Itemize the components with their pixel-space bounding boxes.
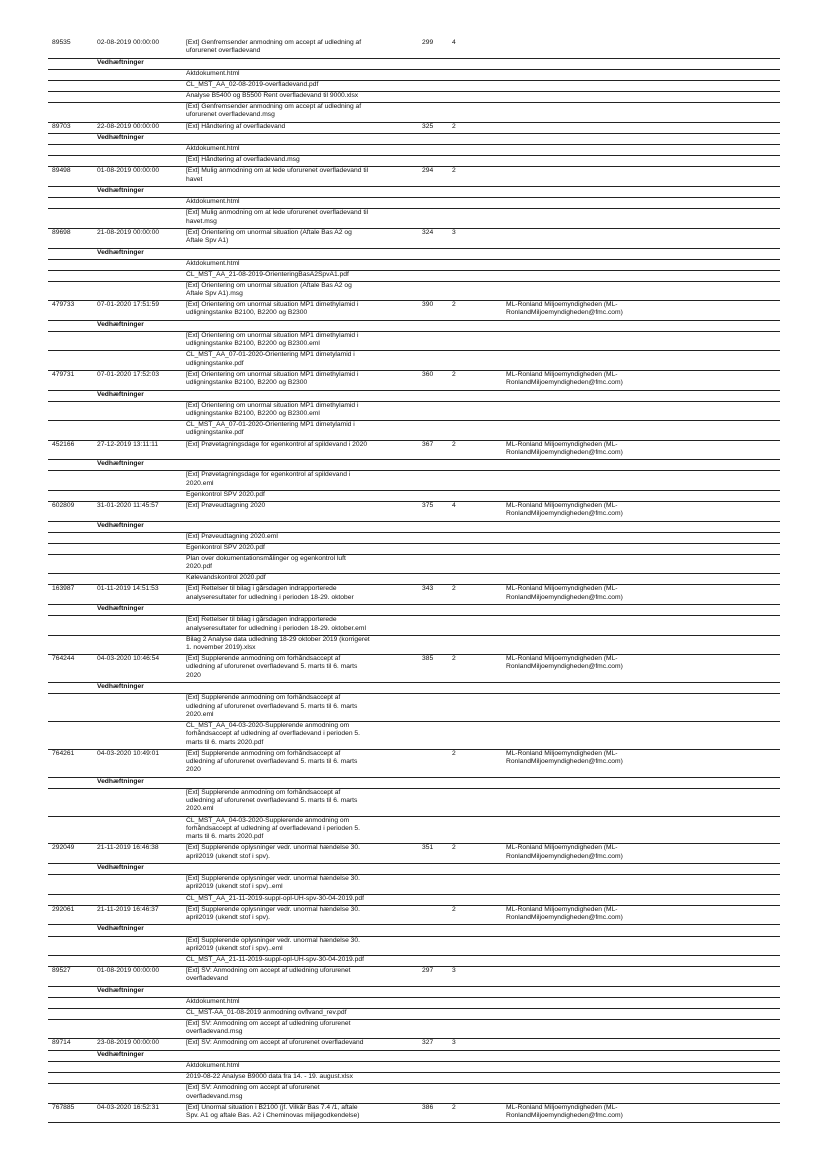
record-page-number: 299 bbox=[422, 39, 434, 46]
attachment-row bbox=[48, 402, 780, 421]
attachment-filename: CL_MST_AA_07-01-2020-Orientering MP1 dimetylamid i udligningstanke.pdf bbox=[186, 421, 355, 437]
record-title: [Ext] Orientering om unormal situation MP1 dimethylamid i udligningstanke B2100, B2200 og B2300 bbox=[186, 370, 359, 387]
record-id: 163987 bbox=[52, 585, 75, 593]
attachments-header-row bbox=[48, 605, 780, 616]
attachment-row bbox=[48, 1073, 780, 1084]
record-title: [Ext] Orientering om unormal situation (Aftale Bas A2 og Aftale Spv A1) bbox=[186, 228, 352, 245]
attachment-filename: [Ext] Mulig anmodning om at lede uforurenet overfladevand til havet.msg bbox=[186, 209, 369, 225]
record-sender: ML-Ronland Miljoemyndigheden (ML- RonlandMiljoemyndigheden@fmc.com) bbox=[506, 749, 623, 765]
record-row bbox=[48, 229, 780, 249]
record-title: [Ext] Supplerende oplysninger vedr. unormal hændelse 30. april2019 (ukendt stof i spv). bbox=[186, 905, 360, 921]
record-row bbox=[48, 502, 780, 522]
attachments-label: Vedhæftninger bbox=[97, 925, 144, 933]
attachments-label: Vedhæftninger bbox=[97, 777, 144, 785]
attachment-row bbox=[48, 260, 780, 271]
attachment-filename: Aktdokument.html bbox=[186, 1062, 240, 1070]
record-date: 01-08-2019 00:00:00 bbox=[97, 167, 160, 175]
record-document-count: 4 bbox=[452, 501, 456, 509]
attachment-filename: Kølevandskontrol 2020.pdf bbox=[186, 574, 266, 582]
record-date: 23-08-2019 00:00:00 bbox=[97, 1039, 160, 1047]
attachment-filename: [Ext] Prøveudtagning 2020.eml bbox=[186, 532, 278, 540]
attachment-row bbox=[48, 875, 780, 894]
record-row bbox=[48, 906, 780, 926]
record-date: 02-08-2019 00:00:00 bbox=[97, 39, 160, 46]
document-page bbox=[48, 39, 780, 1123]
attachments-label: Vedhæftninger bbox=[97, 864, 144, 872]
attachments-label: Vedhæftninger bbox=[97, 986, 144, 994]
record-title: [Ext] Supplerende oplysninger vedr. unormal hændelse 30. april2019 (ukendt stof i spv). bbox=[186, 844, 360, 860]
record-page-number: 367 bbox=[422, 440, 434, 448]
record-document-count: 3 bbox=[452, 967, 456, 975]
attachments-header-row bbox=[48, 134, 780, 145]
attachment-row bbox=[48, 937, 780, 956]
record-row bbox=[48, 441, 780, 461]
record-row bbox=[48, 844, 780, 864]
record-id: 89535 bbox=[52, 39, 71, 46]
attachment-row bbox=[48, 616, 780, 635]
attachment-filename: [Ext] Rettelser til bilag i gårsdagen indrapporterede analyseresultater for udledning i perioden 18-29. oktober.eml bbox=[186, 616, 366, 632]
record-page-number: 325 bbox=[422, 122, 434, 130]
record-id: 292049 bbox=[52, 844, 75, 852]
attachment-row bbox=[48, 156, 780, 167]
attachment-filename: CL_MST_AA_21-11-2019-suppl-opl-UH-spv-30-04-2019.pdf bbox=[186, 894, 364, 902]
record-row bbox=[48, 1039, 780, 1051]
record-date: 04-03-2020 16:52:31 bbox=[97, 1103, 160, 1111]
record-document-count: 2 bbox=[452, 301, 456, 309]
record-document-count: 2 bbox=[452, 440, 456, 448]
record-row bbox=[48, 585, 780, 605]
attachment-filename: CL_MST_AA_21-08-2019-OrienteringBasA2SpvA1.pdf bbox=[186, 270, 349, 278]
record-id: 89698 bbox=[52, 228, 71, 236]
record-id: 89703 bbox=[52, 122, 71, 130]
attachment-filename: [Ext] Genfremsender anmodning om accept af udledning af uforurenet overfladevand.msg bbox=[186, 103, 362, 119]
record-row bbox=[48, 750, 780, 778]
attachment-filename: CL_MST_AA_07-01-2020-Orientering MP1 dimetylamid i udligningstanke.pdf bbox=[186, 351, 355, 367]
record-row bbox=[48, 1104, 780, 1124]
record-date: 01-11-2019 14:51:53 bbox=[97, 585, 159, 593]
attachments-header-row bbox=[48, 391, 780, 402]
attachment-row bbox=[48, 574, 780, 585]
record-row bbox=[48, 371, 780, 391]
record-date: 27-12-2019 13:11:11 bbox=[97, 440, 159, 448]
attachment-filename: [Ext] Orientering om unormal situation MP1 dimethylamid i udligningstanke B2100, B2200 og B2300.eml bbox=[186, 332, 359, 348]
record-date: 07-01-2020 17:52:03 bbox=[97, 370, 160, 378]
record-sender: ML-Ronland Miljoemyndigheden (ML- RonlandMiljoemyndigheden@fmc.com) bbox=[506, 585, 623, 601]
attachments-label: Vedhæftninger bbox=[97, 683, 144, 691]
attachment-row bbox=[48, 81, 780, 92]
attachments-label: Vedhæftninger bbox=[97, 390, 144, 398]
attachment-row bbox=[48, 145, 780, 156]
attachment-filename: CL_MST_AA_21-11-2019-suppl-opl-UH-spv-30-04-2019.pdf bbox=[186, 955, 364, 963]
record-document-count: 2 bbox=[452, 844, 456, 852]
attachments-header-row bbox=[48, 778, 780, 789]
attachment-filename: [Ext] Prøvetagningsdage for egenkontrol af spildevand i 2020.eml bbox=[186, 471, 351, 487]
record-document-count: 2 bbox=[452, 585, 456, 593]
attachment-filename: Bilag 2 Analyse data udledning 18-29 oktober 2019 (korrigeret 1. november 2019).xlsx bbox=[186, 635, 370, 652]
record-id: 89498 bbox=[52, 167, 71, 175]
record-sender: ML-Ronland Miljoemyndigheden (ML- RonlandMiljoemyndigheden@fmc.com) bbox=[506, 905, 623, 921]
attachment-row bbox=[48, 789, 780, 817]
attachments-header-row bbox=[48, 987, 780, 998]
attachments-header-row bbox=[48, 925, 780, 936]
record-sender: ML-Ronland Miljoemyndigheden (ML- RonlandMiljoemyndigheden@fmc.com) bbox=[506, 440, 623, 456]
attachments-header-row bbox=[48, 864, 780, 875]
record-title: [Ext] SV: Anmodning om accept af uforurenet overfladevand bbox=[186, 1039, 364, 1047]
record-title: [Ext] Supplerende anmodning om forhåndsaccept af udledning af uforurenet overfladevand 5. marts til 6. marts 2020 bbox=[186, 749, 358, 774]
attachment-filename: [Ext] SV: Anmodning om accept af uforurenet overfladevand.msg bbox=[186, 1084, 320, 1100]
record-sender: ML-Ronland Miljoemyndigheden (ML- RonlandMiljoemyndigheden@fmc.com) bbox=[506, 501, 623, 518]
attachment-row bbox=[48, 282, 780, 301]
record-date: 21-08-2019 00:00:00 bbox=[97, 228, 160, 236]
attachment-filename: Aktdokument.html bbox=[186, 145, 240, 153]
record-title: [Ext] Mulig anmodning om at lede uforurenet overfladevand til havet bbox=[186, 167, 369, 183]
attachments-label: Vedhæftninger bbox=[97, 320, 144, 328]
attachments-header-row bbox=[48, 522, 780, 533]
attachments-header-row bbox=[48, 460, 780, 471]
attachment-row bbox=[48, 817, 780, 845]
record-sender: ML-Ronland Miljoemyndigheden (ML- RonlandMiljoemyndigheden@fmc.com) bbox=[506, 301, 623, 317]
record-title: [Ext] Unormal situation i B2100 (jf. Vilkår Bas 7.4 /1, aftale Spv. A1 og aftale Bas. A2 i Cheminovas miljøgodkendelse) bbox=[186, 1103, 360, 1119]
record-sender: ML-Ronland Miljoemyndigheden (ML- RonlandMiljoemyndigheden@fmc.com) bbox=[506, 1103, 623, 1119]
attachment-row bbox=[48, 636, 780, 655]
attachments-header-row bbox=[48, 321, 780, 332]
record-date: 04-03-2020 10:46:54 bbox=[97, 655, 160, 663]
attachment-filename: CL_MST_AA_04-03-2020-Supplerende anmodning om forhåndsaccept af udledning af overfladevand i perioden 5. marts til 6. marts 2020.pdf bbox=[186, 722, 360, 746]
attachment-filename: [Ext] Orientering om unormal situation MP1 dimethylamid i udligningstanke B2100, B2200 og B2300.eml bbox=[186, 401, 359, 418]
attachment-filename: CL_MST-AA_01-08-2019 anmodning ovflvand_rev.pdf bbox=[186, 1009, 347, 1016]
record-row bbox=[48, 123, 780, 135]
attachments-label: Vedhæftninger bbox=[97, 521, 144, 529]
record-document-count: 2 bbox=[452, 749, 456, 757]
attachment-row bbox=[48, 1020, 780, 1039]
attachment-row bbox=[48, 491, 780, 502]
record-title: [Ext] Prøveudtagning 2020 bbox=[186, 501, 266, 509]
record-row bbox=[48, 167, 780, 187]
attachment-filename: Aktdokument.html bbox=[186, 997, 240, 1005]
attachment-row bbox=[48, 694, 780, 722]
attachment-row bbox=[48, 92, 780, 103]
attachments-label: Vedhæftninger bbox=[97, 187, 144, 195]
record-date: 07-01-2020 17:51:59 bbox=[97, 301, 160, 309]
attachment-row bbox=[48, 956, 780, 967]
record-title: [Ext] SV: Anmodning om accept af udledning uforurenet overfladevand bbox=[186, 967, 351, 983]
attachments-label: Vedhæftninger bbox=[97, 460, 144, 468]
record-date: 21-11-2019 16:46:38 bbox=[97, 844, 159, 852]
record-title: [Ext] Prøvetagningsdage for egenkontrol af spildevand i 2020 bbox=[186, 440, 368, 448]
attachment-row bbox=[48, 271, 780, 282]
attachment-row bbox=[48, 722, 780, 750]
record-page-number: 327 bbox=[422, 1039, 434, 1047]
record-id: 767885 bbox=[52, 1103, 75, 1111]
attachment-filename: CL_MST_AA_02-08-2019-overfladevand.pdf bbox=[186, 80, 319, 88]
attachments-header-row bbox=[48, 1051, 780, 1062]
record-id: 452166 bbox=[52, 440, 75, 448]
attachment-filename: Aktdokument.html bbox=[186, 69, 240, 77]
attachment-row bbox=[48, 555, 780, 574]
attachment-filename: [Ext] Supplerende anmodning om forhåndsaccept af udledning af uforurenet overfladevand 5. marts til 6. marts 2020.eml bbox=[186, 788, 358, 813]
record-document-count: 4 bbox=[452, 39, 456, 46]
attachment-row bbox=[48, 351, 780, 370]
record-sender: ML-Ronland Miljoemyndigheden (ML- RonlandMiljoemyndigheden@fmc.com) bbox=[506, 655, 623, 671]
attachments-label: Vedhæftninger bbox=[97, 1050, 144, 1058]
attachments-label: Vedhæftninger bbox=[97, 605, 144, 613]
record-page-number: 390 bbox=[422, 301, 434, 309]
record-document-count: 2 bbox=[452, 1103, 456, 1111]
record-document-count: 2 bbox=[452, 655, 456, 663]
attachment-row bbox=[48, 209, 780, 228]
attachment-filename: [Ext] Supplerende oplysninger vedr. unormal hændelse 30. april2019 (ukendt stof i spv)..eml bbox=[186, 875, 360, 891]
record-page-number: 343 bbox=[422, 585, 434, 593]
record-date: 31-01-2020 11:45:57 bbox=[97, 501, 159, 509]
record-page-number: 386 bbox=[422, 1103, 434, 1111]
attachment-filename: CL_MST_AA_04-03-2020-Supplerende anmodning om forhåndsaccept af udledning af overfladevand i perioden 5. marts til 6. marts 2020.pdf bbox=[186, 816, 360, 841]
attachment-row bbox=[48, 471, 780, 490]
record-page-number: 294 bbox=[422, 167, 434, 175]
record-document-count: 2 bbox=[452, 122, 456, 130]
record-date: 22-08-2019 00:00:00 bbox=[97, 122, 160, 130]
record-title: [Ext] Rettelser til bilag i gårsdagen indrapporterede analyseresultater for udledning i perioden 18-29. oktober bbox=[186, 585, 354, 601]
attachment-filename: Analyse B5400 og B5500 Rent overfladevand til 9000.xlsx bbox=[186, 92, 359, 100]
record-date: 01-08-2019 00:00:00 bbox=[97, 967, 160, 975]
attachment-row bbox=[48, 421, 780, 440]
attachments-header-row bbox=[48, 249, 780, 260]
record-row bbox=[48, 655, 780, 683]
attachment-row bbox=[48, 1009, 780, 1020]
attachments-header-row bbox=[48, 683, 780, 694]
record-title: [Ext] Supplerende anmodning om forhåndsaccept af udledning af uforurenet overfladevand 5. marts til 6. marts 2020 bbox=[186, 655, 358, 679]
record-page-number: 351 bbox=[422, 844, 434, 852]
attachment-row bbox=[48, 533, 780, 544]
attachment-filename: Aktdokument.html bbox=[186, 198, 240, 206]
attachment-filename: Plan over dokumentationsmålinger og egenkontrol luft 2020.pdf bbox=[186, 554, 346, 571]
attachment-filename: 2019-08-22 Analyse B9000 data fra 14. - 19. august.xlsx bbox=[186, 1073, 353, 1081]
attachments-label: Vedhæftninger bbox=[97, 134, 144, 142]
record-page-number: 297 bbox=[422, 967, 434, 975]
attachment-row bbox=[48, 332, 780, 351]
record-row bbox=[48, 967, 780, 987]
attachment-filename: [Ext] Supplerende oplysninger vedr. unormal hændelse 30. april2019 (ukendt stof i spv)..eml bbox=[186, 936, 360, 952]
attachment-filename: [Ext] SV: Anmodning om accept af udledning uforurenet overfladevand.msg bbox=[186, 1020, 351, 1036]
attachments-label: Vedhæftninger bbox=[97, 58, 144, 66]
attachments-header-row bbox=[48, 59, 780, 70]
record-id: 89527 bbox=[52, 967, 71, 975]
attachment-row bbox=[48, 895, 780, 906]
record-sender: ML-Ronland Miljoemyndigheden (ML- RonlandMiljoemyndigheden@fmc.com) bbox=[506, 370, 623, 387]
record-page-number: 375 bbox=[422, 501, 434, 509]
record-id: 292061 bbox=[52, 905, 75, 913]
attachment-filename: [Ext] Supplerende anmodning om forhåndsaccept af udledning af uforurenet overfladevand 5. marts til 6. marts 2020.eml bbox=[186, 694, 358, 718]
record-date: 04-03-2020 10:49:01 bbox=[97, 749, 160, 757]
record-date: 21-11-2019 16:46:37 bbox=[97, 905, 159, 913]
attachment-row bbox=[48, 70, 780, 81]
record-page-number: 385 bbox=[422, 655, 434, 663]
attachments-header-row bbox=[48, 187, 780, 198]
attachment-row bbox=[48, 1062, 780, 1073]
record-document-count: 2 bbox=[452, 167, 456, 175]
record-id: 602809 bbox=[52, 501, 75, 509]
record-document-count: 2 bbox=[452, 370, 456, 378]
record-page-number: 324 bbox=[422, 228, 434, 236]
attachment-filename: Egenkontrol SPV 2020.pdf bbox=[186, 543, 265, 551]
record-row bbox=[48, 39, 780, 59]
record-title: [Ext] Håndtering af overfladevand bbox=[186, 122, 286, 130]
record-id: 764244 bbox=[52, 655, 75, 663]
attachment-filename: Egenkontrol SPV 2020.pdf bbox=[186, 490, 265, 498]
attachment-row bbox=[48, 103, 780, 122]
record-id: 89714 bbox=[52, 1039, 71, 1047]
record-row bbox=[48, 301, 780, 321]
record-document-count: 3 bbox=[452, 1039, 456, 1047]
record-document-count: 2 bbox=[452, 905, 456, 913]
record-id: 764261 bbox=[52, 749, 75, 757]
record-id: 479731 bbox=[52, 370, 75, 378]
attachment-filename: [Ext] Orientering om unormal situation (Aftale Bas A2 og Aftale Spv A1).msg bbox=[186, 281, 352, 298]
record-title: [Ext] Genfremsender anmodning om accept af udledning af uforurenet overfladevand bbox=[186, 39, 362, 55]
record-document-count: 3 bbox=[452, 228, 456, 236]
attachment-row bbox=[48, 998, 780, 1009]
attachment-row bbox=[48, 544, 780, 555]
record-sender: ML-Ronland Miljoemyndigheden (ML- RonlandMiljoemyndigheden@fmc.com) bbox=[506, 844, 623, 860]
attachment-filename: [Ext] Håndtering af overfladevand.msg bbox=[186, 156, 300, 164]
attachment-filename: Aktdokument.html bbox=[186, 259, 240, 267]
attachments-label: Vedhæftninger bbox=[97, 248, 144, 256]
record-title: [Ext] Orientering om unormal situation MP1 dimethylamid i udligningstanke B2100, B2200 og B2300 bbox=[186, 301, 359, 317]
attachment-row bbox=[48, 198, 780, 209]
record-page-number: 360 bbox=[422, 370, 434, 378]
attachment-row bbox=[48, 1084, 780, 1103]
record-id: 479733 bbox=[52, 301, 75, 309]
